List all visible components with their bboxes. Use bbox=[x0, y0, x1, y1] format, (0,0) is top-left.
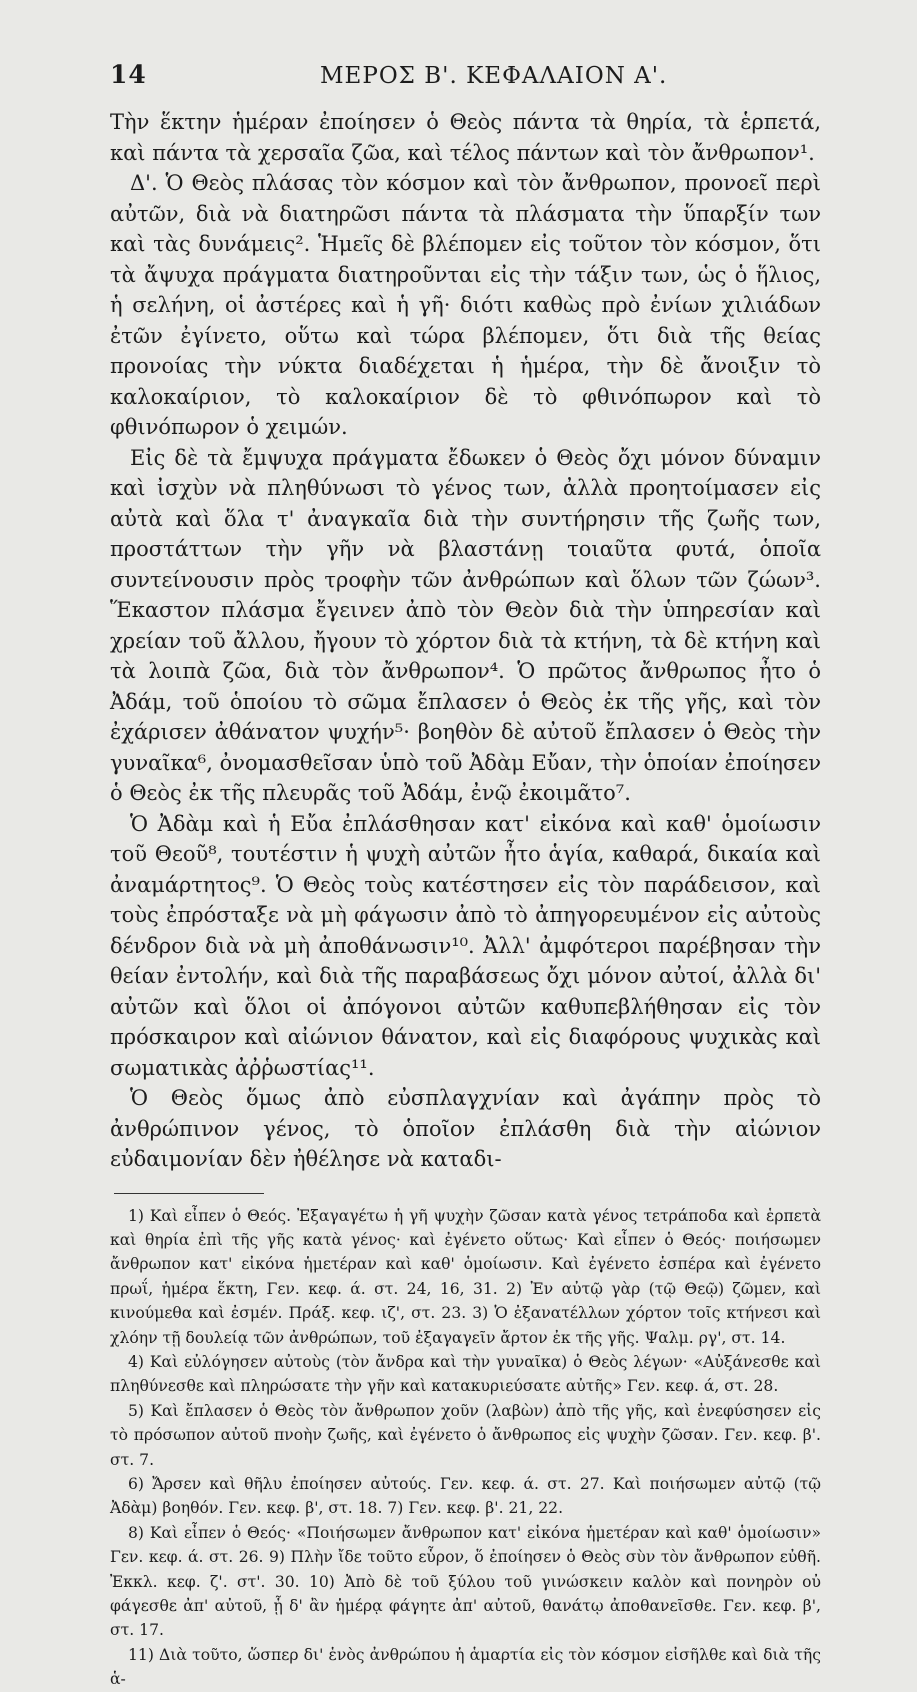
footnote: 5) Καὶ ἔπλασεν ὁ Θεὸς τὸν ἄνθρωπον χοῦν (λαβὼν) ἀπὸ τῆς γῆς, καὶ ἐνεφύσησεν εἰς τὸ πρόσωπον αὐτοῦ πνοὴν ζωῆς, καὶ ἐγένετο ὁ ἄνθρωπος εἰς ψυχὴν ζῶσαν. Γεν. κεφ. β'. στ. 7. bbox=[110, 1401, 821, 1469]
footnotes bbox=[110, 1204, 821, 1692]
paragraph: Ὁ Θεὸς ὅμως ἀπὸ εὐσπλαγχνίαν καὶ ἀγάπην πρὸς τὸ ἀνθρώπινον γένος, τὸ ὁποῖον ἐπλάσθη διὰ τὴν αἰώνιον εὐδαιμονίαν δὲν ἠθέλησε νὰ καταδι- bbox=[110, 1086, 821, 1171]
paragraph: Ὁ Ἀδὰμ καὶ ἡ Εὔα ἐπλάσθησαν κατ' εἰκόνα καὶ καθ' ὁμοίωσιν τοῦ Θεοῦ⁸, τουτέστιν ἡ ψυχὴ αὐτῶν ἦτο ἁγία, καθαρά, δικαία καὶ ἀναμάρτητος⁹. Ὁ Θεὸς τοὺς κατέστησεν εἰς τὸν παράδεισον, καὶ τοὺς ἐπρόσταξε νὰ μὴ φάγωσιν ἀπὸ τὸ ἀπηγορευμένον εἰς αὐτοὺς δένδρον διὰ νὰ μὴ ἀποθάνωσιν¹⁰. Ἀλλ' ἀμφότεροι παρέβησαν τὴν θείαν ἐντολήν, καὶ διὰ τῆς παραβάσεως ὄχι μόνον αὐτοί, ἀλλὰ δι' αὐτῶν καὶ ὅλοι οἱ ἀπόγονοι αὐτῶν καθυπεβλήθησαν εἰς τὸν πρόσκαιρον καὶ αἰώνιον θάνατον, καὶ εἰς διαφόρους ψυχικὰς καὶ σωματικὰς ἀῤῥωστίας¹¹. bbox=[110, 811, 821, 1080]
footnote-divider bbox=[114, 1193, 264, 1194]
main-text bbox=[110, 107, 821, 1175]
footnote: 6) Ἄρσεν καὶ θῆλυ ἐποίησεν αὐτούς. Γεν. κεφ. ά. στ. 27. Καὶ ποιήσωμεν αὐτῷ (τῷ Ἀδὰμ) βοηθόν. Γεν. κεφ. β', στ. 18. 7) Γεν. κεφ. β'. 21, 22. bbox=[110, 1474, 821, 1518]
running-head: ΜΕΡΟΣ Β'. ΚΕΦΑΛΑΙΟΝ Α'. bbox=[320, 63, 668, 89]
footnote: 11) Διὰ τοῦτο, ὥσπερ δι' ἑνὸς ἀνθρώπου ἡ ἁμαρτία εἰς τὸν κόσμον εἰσῆλθε καὶ διὰ τῆς ἁ- bbox=[110, 1645, 821, 1689]
paragraph: Εἰς δὲ τὰ ἔμψυχα πράγματα ἔδωκεν ὁ Θεὸς ὄχι μόνον δύναμιν καὶ ἰσχὺν νὰ πληθύνωσι τὸ γένος των, ἀλλὰ προητοίμασεν εἰς αὐτὰ καὶ ὅλα τ' ἀναγκαῖα διὰ τὴν συντήρησιν τῆς ζωῆς των, προστάττων τὴν γῆν νὰ βλαστάνῃ τοιαῦτα φυτά, ὁποῖα συντείνουσιν πρὸς τροφὴν τῶν ἀνθρώπων καὶ ὅλων τῶν ζώων³. Ἕκαστον πλάσμα ἔγεινεν ἀπὸ τὸν Θεὸν διὰ τὴν ὑπηρεσίαν καὶ χρείαν τοῦ ἄλλου, ἤγουν τὸ χόρτον διὰ τὰ κτήνη, τὰ δὲ κτήνη καὶ τὰ λοιπὰ ζῶα, διὰ τὸν ἄνθρωπον⁴. Ὁ πρῶτος ἄνθρωπος ἦτο ὁ Ἀδάμ, τοῦ ὁποίου τὸ σῶμα ἔπλασεν ὁ Θεὸς ἐκ τῆς γῆς, καὶ τὸν ἐχάρισεν ἀθάνατον ψυχήν⁵· βοηθὸν δὲ αὐτοῦ ἔπλασεν ὁ Θεὸς τὴν γυναῖκα⁶, ὀνομασθεῖσαν ὑπὸ τοῦ Ἀδὰμ Εὔαν, τὴν ὁποίαν ἐποίησεν ὁ Θεὸς ἐκ τῆς πλευρᾶς τοῦ Ἀδάμ, ἐνῷ ἐκοιμᾶτο⁷. bbox=[110, 445, 821, 805]
footnote: 1) Καὶ εἶπεν ὁ Θεός. Ἐξαγαγέτω ἡ γῆ ψυχὴν ζῶσαν κατὰ γένος τετράποδα καὶ ἑρπετὰ καὶ θηρία ἐπὶ τῆς γῆς κατὰ γένος· καὶ ἐγένετο οὕτως· Καὶ εἶπεν ὁ Θεός· ποιήσωμεν ἄνθρωπον κατ' εἰκόνα ἡμετέραν καὶ καθ' ὁμοίωσιν. Καὶ ἐγένετο ἑσπέρα καὶ ἐγένετο πρωΐ, ἡμέρα ἕκτη, Γεν. κεφ. ά. στ. 24, 16, 31. 2) Ἐν αὐτῷ γὰρ (τῷ Θεῷ) ζῶμεν, καὶ κινούμεθα καὶ ἐσμέν. Πράξ. κεφ. ιζ', στ. 23. 3) Ὁ ἐξανατέλλων χόρτον τοῖς κτήνεσι καὶ χλόην τῇ δουλείᾳ τῶν ἀνθρώπων, τοῦ ἐξαγαγεῖν ἄρτον ἐκ τῆς γῆς. Ψαλμ. ργ', στ. 14. bbox=[110, 1206, 821, 1347]
footnote: 8) Καὶ εἶπεν ὁ Θεός· «Ποιήσωμεν ἄνθρωπον κατ' εἰκόνα ἡμετέραν καὶ καθ' ὁμοίωσιν» Γεν. κεφ. ά. στ. 26. 9) Πλὴν ἴδε τοῦτο εὗρον, ὅ ἐποίησεν ὁ Θεὸς σὺν τὸν ἄνθρωπον εὐθῆ. Ἐκκλ. κεφ. ζ'. στ'. 30. 10) Ἀπὸ δὲ τοῦ ξύλου τοῦ γινώσκειν καλὸν καὶ πονηρὸν οὐ φάγεσθε ἀπ' αὐτοῦ, ᾗ δ' ἂν ἡμέρᾳ φάγητε ἀπ' αὐτοῦ, θανάτῳ ἀποθανεῖσθε. Γεν. κεφ. β', στ. 17. bbox=[110, 1523, 821, 1640]
paragraph: Δ'. Ὁ Θεὸς πλάσας τὸν κόσμον καὶ τὸν ἄνθρωπον, προνοεῖ περὶ αὐτῶν, διὰ νὰ διατηρῶσι πάντα τὰ πλάσματα τὴν ὕπαρξίν των καὶ τὰς δυνάμεις². Ἡμεῖς δὲ βλέπομεν εἰς τοῦτον τὸν κόσμον, ὅτι τὰ ἄψυχα πράγματα διατηροῦνται εἰς τὴν τάξιν των, ὡς ὁ ἥλιος, ἡ σελήνη, οἱ ἀστέρες καὶ ἡ γῆ· διότι καθὼς πρὸ ἐνίων χιλιάδων ἐτῶν ἐγίνετο, οὕτω καὶ τώρα βλέπομεν, ὅτι διὰ τῆς θείας προνοίας τὴν νύκτα διαδέχεται ἡ ἡμέρα, τὴν δὲ ἄνοιξιν τὸ καλοκαίριον, τὸ καλοκαίριον δὲ τὸ φθινόπωρον καὶ τὸ φθινόπωρον ὁ χειμών. bbox=[110, 171, 821, 439]
page-number: 14 bbox=[110, 60, 147, 89]
footnote: 4) Καὶ εὐλόγησεν αὐτοὺς (τὸν ἄνδρα καὶ τὴν γυναῖκα) ὁ Θεὸς λέγων· «Αὐξάνεσθε καὶ πληθύνεσθε καὶ πληρώσατε τὴν γῆν καὶ κατακυριεύσατε αὐτῆς» Γεν. κεφ. ά, στ. 28. bbox=[110, 1352, 821, 1396]
paragraph: Τὴν ἕκτην ἡμέραν ἐποίησεν ὁ Θεὸς πάντα τὰ θηρία, τὰ ἑρπετά, καὶ πάντα τὰ χερσαῖα ζῶα, καὶ τέλος πάντων καὶ τὸν ἄνθρωπον¹. bbox=[110, 110, 821, 165]
page-header bbox=[110, 60, 821, 89]
